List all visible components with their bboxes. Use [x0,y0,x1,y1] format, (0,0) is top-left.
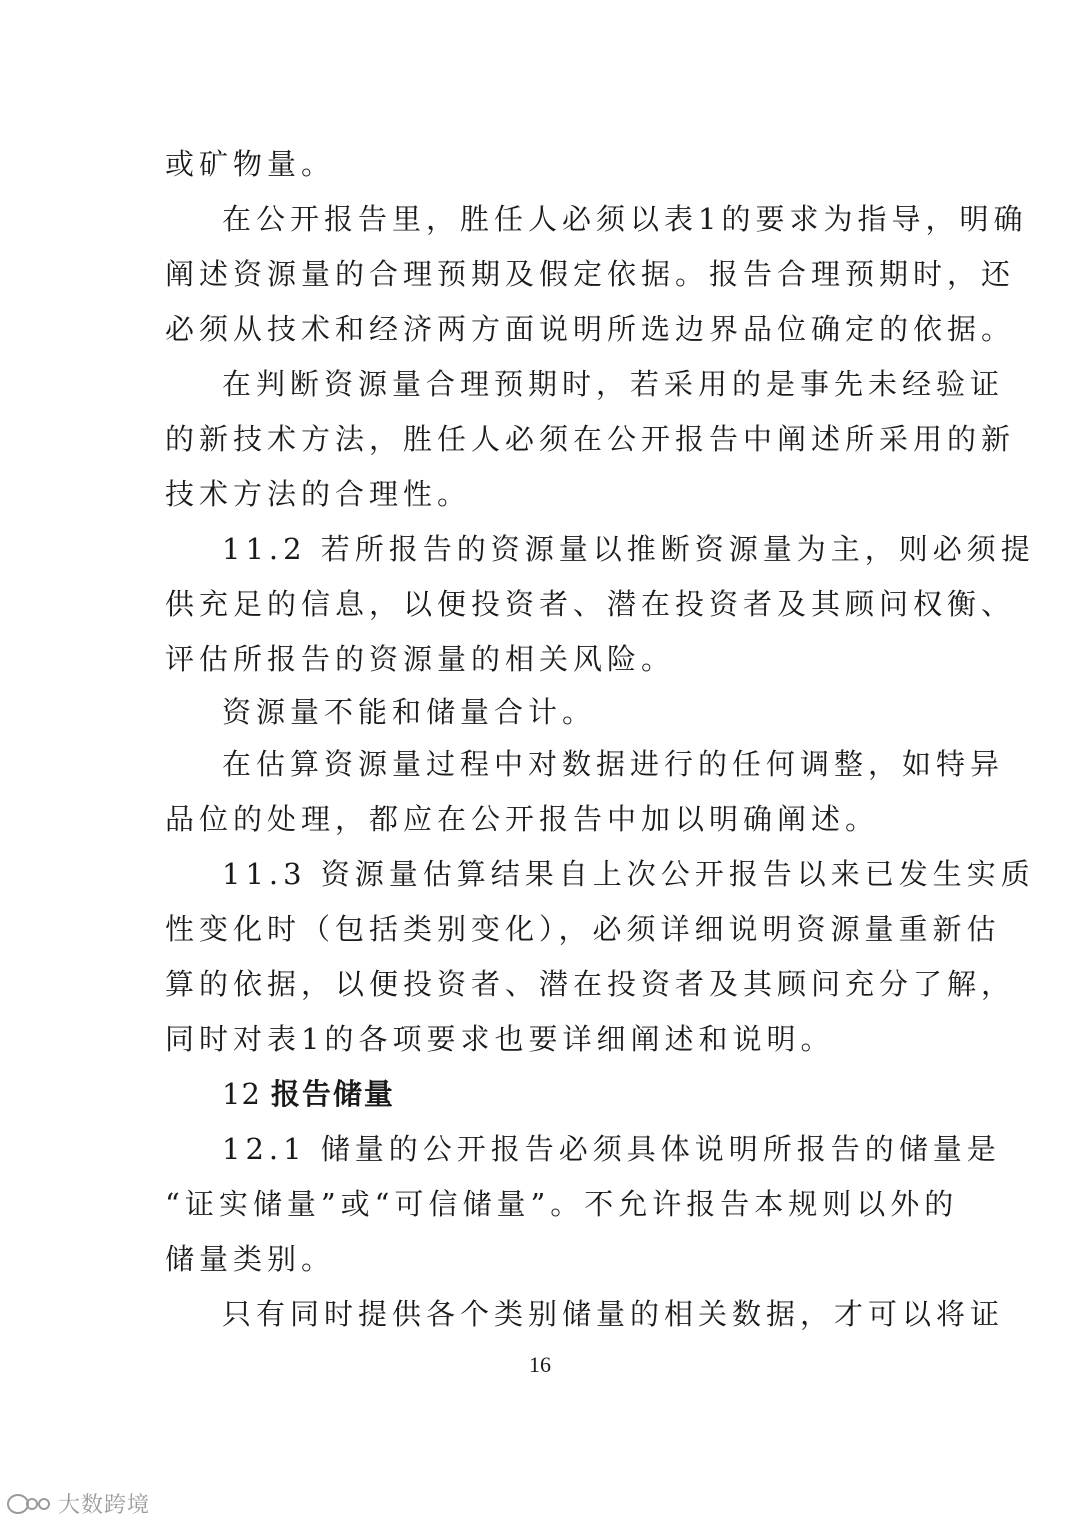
text-line: 必须从技术和经济两方面说明所选边界品位确定的依据。 [165,312,1016,346]
text-line: 的新技术方法，胜任人必须在公开报告中阐述所采用的新 [165,422,1016,456]
watermark-text: 大数跨境 [58,1493,151,1518]
text-line: 性变化时（包括类别变化），必须详细说明资源量重新估 [165,912,1001,946]
text-line: 算的依据，以便投资者、潜在投资者及其顾问充分了解， [165,967,1016,1001]
text-line: 在估算资源量过程中对数据进行的任何调整，如特异 [222,747,1005,781]
text-line: 技术方法的合理性。 [165,477,472,511]
text-line: 在公开报告里，胜任人必须以表1的要求为指导，明确 [222,202,1028,236]
section-heading [222,1076,395,1112]
text-line: 在判断资源量合理预期时，若采用的是事先未经验证 [222,367,1005,401]
text-line: 供充足的信息，以便投资者、潜在投资者及其顾问权衡、 [165,587,1016,621]
section-heading-number: 12 [222,1077,261,1111]
text-line: 同时对表1的各项要求也要详细阐述和说明。 [165,1022,835,1056]
wechat-logo-icon [6,1492,52,1516]
text-line: 12.1 储量的公开报告必须具体说明所报告的储量是 [222,1132,1001,1166]
text-line: 储量类别。 [165,1242,336,1276]
text-line: 品位的处理，都应在公开报告中加以明确阐述。 [165,802,880,836]
text-line: 或矿物量。 [165,147,336,181]
text-line: 阐述资源量的合理预期及假定依据。报告合理预期时，还 [165,257,1016,291]
watermark [6,1488,150,1519]
text-line: 只有同时提供各个类别储量的相关数据，才可以将证 [222,1297,1005,1331]
text-line: 评估所报告的资源量的相关风险。 [165,642,676,676]
text-line: 11.3 资源量估算结果自上次公开报告以来已发生实质 [222,857,1035,891]
text-line: “证实储量”或“可信储量”。不允许报告本规则以外的 [165,1187,959,1221]
text-line: 11.2 若所报告的资源量以推断资源量为主，则必须提 [222,532,1035,566]
section-heading-title: 报告储量 [270,1077,395,1111]
page-number: 16 [529,1352,551,1377]
text-line: 资源量不能和储量合计。 [222,695,597,729]
